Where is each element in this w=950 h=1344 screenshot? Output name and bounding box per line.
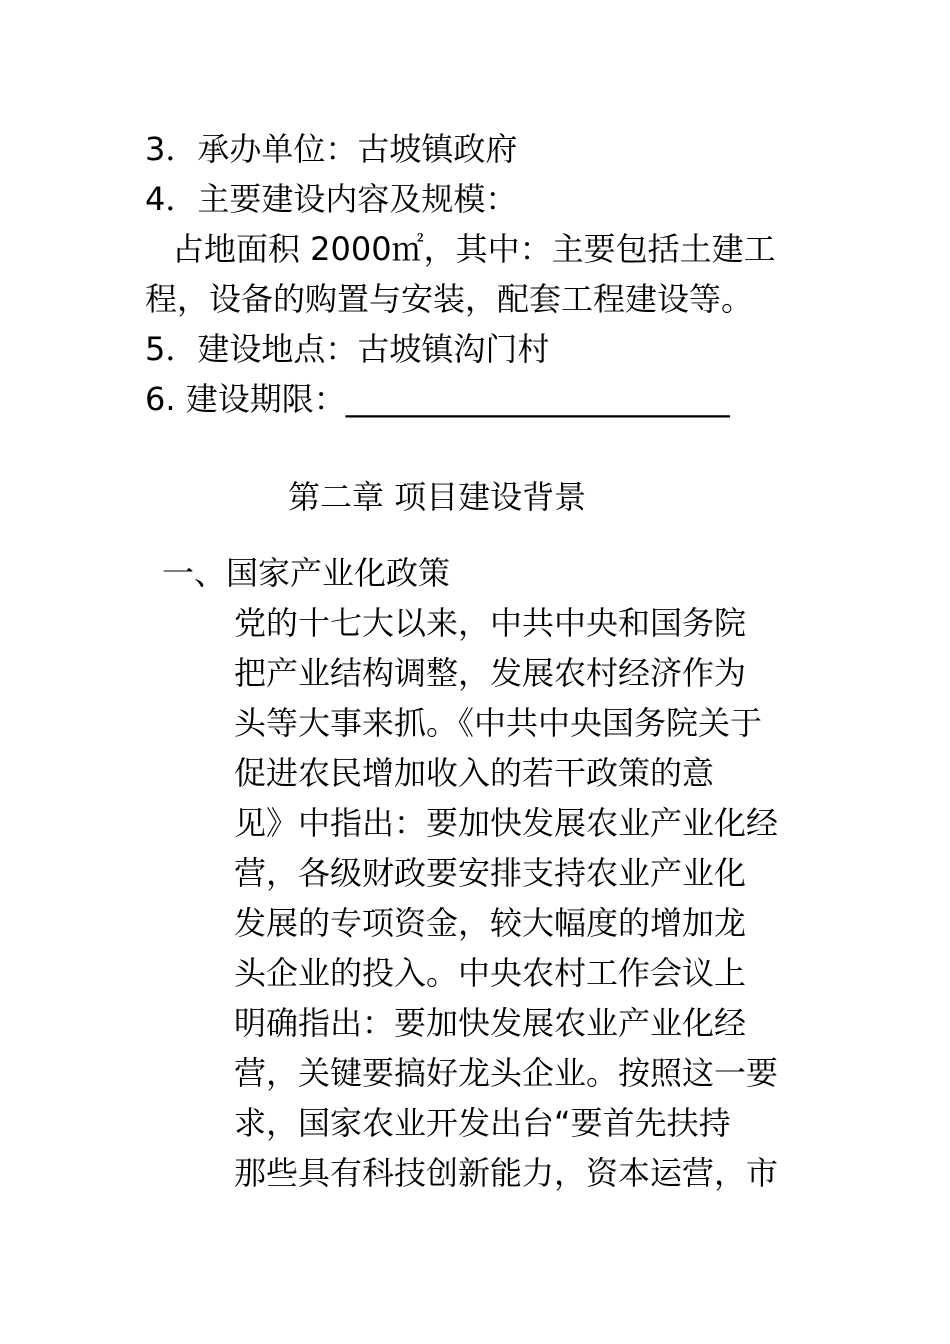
paragraph-line: 求，国家农业开发出台“要首先扶持 <box>234 1104 731 1142</box>
section-heading: 一、国家产业化政策 <box>162 554 451 592</box>
scope-line-2: 程，设备的购置与安装，配套工程建设等。 <box>145 280 754 318</box>
item-4-content-scale: 4．主要建设内容及规模： <box>145 180 518 218</box>
paragraph-line: 那些具有科技创新能力，资本运营，市 <box>234 1154 779 1192</box>
item-6-period: 6. 建设期限：________________________ <box>145 380 730 418</box>
paragraph-line: 促进农民增加收入的若干政策的意 <box>234 754 715 792</box>
paragraph-line: 明确指出：要加快发展农业产业化经 <box>234 1004 747 1042</box>
paragraph-line: 营，关键要搞好龙头企业。按照这一要 <box>234 1054 779 1092</box>
paragraph-line: 头等大事来抓。《中共中央国务院关于 <box>234 704 763 742</box>
chapter-title: 第二章 项目建设背景 <box>288 478 587 516</box>
paragraph-line: 见》中指出：要加快发展农业产业化经 <box>234 804 779 842</box>
paragraph-line: 发展的专项资金，较大幅度的增加龙 <box>234 904 747 942</box>
item-5-location: 5．建设地点：古坡镇沟门村 <box>145 330 550 368</box>
paragraph-line: 营，各级财政要安排支持农业产业化 <box>234 854 747 892</box>
scope-line-1: 占地面积 2000㎡，其中：主要包括土建工 <box>172 230 776 268</box>
paragraph-line: 头企业的投入。中央农村工作会议上 <box>234 954 747 992</box>
item-3-organizer: 3．承办单位：古坡镇政府 <box>145 130 518 168</box>
paragraph-line: 把产业结构调整，发展农村经济作为 <box>234 654 747 692</box>
paragraph-line: 党的十七大以来，中共中央和国务院 <box>234 604 747 642</box>
